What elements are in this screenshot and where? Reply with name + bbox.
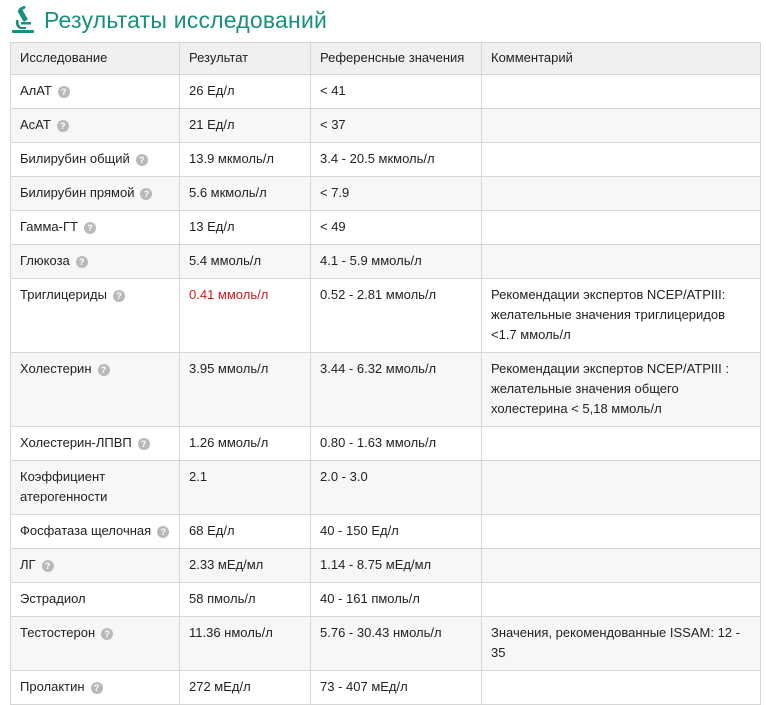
column-header-test: Исследование bbox=[11, 43, 180, 75]
cell-comment bbox=[482, 177, 761, 211]
cell-result: 5.6 мкмоль/л bbox=[180, 177, 311, 211]
cell-test-name bbox=[11, 549, 180, 583]
cell-reference: < 49 bbox=[311, 211, 482, 245]
help-icon[interactable]: ? bbox=[84, 222, 96, 234]
cell-reference: 2.0 - 3.0 bbox=[311, 461, 482, 515]
cell-result: 58 пмоль/л bbox=[180, 583, 311, 617]
cell-comment bbox=[482, 245, 761, 279]
cell-result: 2.33 мЕд/мл bbox=[180, 549, 311, 583]
results-table bbox=[10, 42, 761, 705]
cell-result: 13.9 мкмоль/л bbox=[180, 143, 311, 177]
test-name: Триглицериды bbox=[20, 287, 107, 302]
cell-result: 3.95 ммоль/л bbox=[180, 353, 311, 427]
cell-comment bbox=[482, 583, 761, 617]
test-name: Коэффициент атерогенности bbox=[20, 469, 108, 504]
cell-comment bbox=[482, 671, 761, 705]
table-row bbox=[11, 211, 761, 245]
cell-reference: 3.4 - 20.5 мкмоль/л bbox=[311, 143, 482, 177]
cell-test-name bbox=[11, 211, 180, 245]
cell-comment: Рекомендации экспертов NCEP/ATPIII : желательные значения общего холестерина < 5,18 ммоль/л bbox=[482, 353, 761, 427]
cell-reference: 40 - 161 пмоль/л bbox=[311, 583, 482, 617]
help-icon[interactable]: ? bbox=[138, 438, 150, 450]
cell-result: 272 мЕд/л bbox=[180, 671, 311, 705]
cell-reference: 40 - 150 Ед/л bbox=[311, 515, 482, 549]
table-row bbox=[11, 549, 761, 583]
page-header bbox=[10, 2, 327, 38]
cell-reference: 4.1 - 5.9 ммоль/л bbox=[311, 245, 482, 279]
cell-reference: 3.44 - 6.32 ммоль/л bbox=[311, 353, 482, 427]
cell-comment bbox=[482, 549, 761, 583]
help-icon[interactable]: ? bbox=[58, 86, 70, 98]
cell-result: 11.36 нмоль/л bbox=[180, 617, 311, 671]
cell-comment bbox=[482, 427, 761, 461]
cell-result: 68 Ед/л bbox=[180, 515, 311, 549]
test-name: Билирубин общий bbox=[20, 151, 130, 166]
cell-reference: 5.76 - 30.43 нмоль/л bbox=[311, 617, 482, 671]
help-icon[interactable]: ? bbox=[157, 526, 169, 538]
cell-reference: 0.80 - 1.63 ммоль/л bbox=[311, 427, 482, 461]
test-name: Глюкоза bbox=[20, 253, 70, 268]
cell-result: 26 Ед/л bbox=[180, 75, 311, 109]
page-title: Результаты исследований bbox=[44, 6, 328, 33]
microscope-icon bbox=[10, 6, 36, 34]
test-name: Фосфатаза щелочная bbox=[20, 523, 152, 538]
table-row bbox=[11, 583, 761, 617]
cell-test-name bbox=[11, 109, 180, 143]
cell-reference: < 37 bbox=[311, 109, 482, 143]
help-icon[interactable]: ? bbox=[91, 682, 103, 694]
test-name: Билирубин прямой bbox=[20, 185, 135, 200]
cell-result: 0.41 ммоль/л bbox=[180, 279, 311, 353]
help-icon[interactable]: ? bbox=[76, 256, 88, 268]
table-row bbox=[11, 245, 761, 279]
help-icon[interactable]: ? bbox=[136, 154, 148, 166]
help-icon[interactable]: ? bbox=[98, 364, 110, 376]
cell-comment bbox=[482, 109, 761, 143]
table-row bbox=[11, 177, 761, 211]
cell-comment: Рекомендации экспертов NCEP/ATPIII: желательные значения триглицеридов <1.7 ммоль/л bbox=[482, 279, 761, 353]
table-row bbox=[11, 279, 761, 353]
cell-test-name bbox=[11, 427, 180, 461]
test-name: Тестостерон bbox=[20, 625, 96, 640]
cell-comment bbox=[482, 75, 761, 109]
help-icon[interactable]: ? bbox=[140, 188, 152, 200]
table-row bbox=[11, 671, 761, 705]
help-icon[interactable]: ? bbox=[101, 628, 113, 640]
table-row bbox=[11, 353, 761, 427]
test-name: АлАТ bbox=[20, 83, 52, 98]
cell-test-name bbox=[11, 177, 180, 211]
help-icon[interactable]: ? bbox=[57, 120, 69, 132]
test-name: АсАТ bbox=[20, 117, 51, 132]
table-row bbox=[11, 461, 761, 515]
cell-comment bbox=[482, 515, 761, 549]
cell-reference: 1.14 - 8.75 мЕд/мл bbox=[311, 549, 482, 583]
cell-reference: < 7.9 bbox=[311, 177, 482, 211]
cell-comment bbox=[482, 211, 761, 245]
table-row bbox=[11, 143, 761, 177]
test-name: Холестерин-ЛПВП bbox=[20, 435, 132, 450]
cell-test-name bbox=[11, 671, 180, 705]
cell-result: 5.4 ммоль/л bbox=[180, 245, 311, 279]
cell-test-name bbox=[11, 75, 180, 109]
cell-result: 1.26 ммоль/л bbox=[180, 427, 311, 461]
help-icon[interactable]: ? bbox=[113, 290, 125, 302]
cell-test-name bbox=[11, 461, 180, 515]
cell-comment bbox=[482, 461, 761, 515]
table-row bbox=[11, 75, 761, 109]
cell-test-name bbox=[11, 245, 180, 279]
table-row bbox=[11, 427, 761, 461]
cell-test-name bbox=[11, 515, 180, 549]
column-header-comment: Комментарий bbox=[482, 43, 761, 75]
cell-reference: 73 - 407 мЕд/л bbox=[311, 671, 482, 705]
cell-reference: 0.52 - 2.81 ммоль/л bbox=[311, 279, 482, 353]
cell-result: 2.1 bbox=[180, 461, 311, 515]
cell-test-name bbox=[11, 353, 180, 427]
test-name: Холестерин bbox=[20, 361, 92, 376]
column-header-result: Результат bbox=[180, 43, 311, 75]
table-header-row bbox=[11, 43, 761, 75]
cell-test-name bbox=[11, 279, 180, 353]
cell-reference: < 41 bbox=[311, 75, 482, 109]
results-table-body bbox=[11, 75, 761, 705]
table-row bbox=[11, 515, 761, 549]
cell-result: 13 Ед/л bbox=[180, 211, 311, 245]
column-header-reference: Референсные значения bbox=[311, 43, 482, 75]
help-icon[interactable]: ? bbox=[42, 560, 54, 572]
test-name: Пролактин bbox=[20, 679, 85, 694]
table-row bbox=[11, 109, 761, 143]
cell-comment: Значения, рекомендованные ISSAM: 12 - 35 bbox=[482, 617, 761, 671]
table-row bbox=[11, 617, 761, 671]
test-name: Эстрадиол bbox=[20, 591, 86, 606]
test-name: Гамма-ГТ bbox=[20, 219, 78, 234]
cell-result: 21 Ед/л bbox=[180, 109, 311, 143]
cell-test-name bbox=[11, 583, 180, 617]
test-name: ЛГ bbox=[20, 557, 36, 572]
cell-test-name bbox=[11, 143, 180, 177]
cell-comment bbox=[482, 143, 761, 177]
cell-test-name bbox=[11, 617, 180, 671]
